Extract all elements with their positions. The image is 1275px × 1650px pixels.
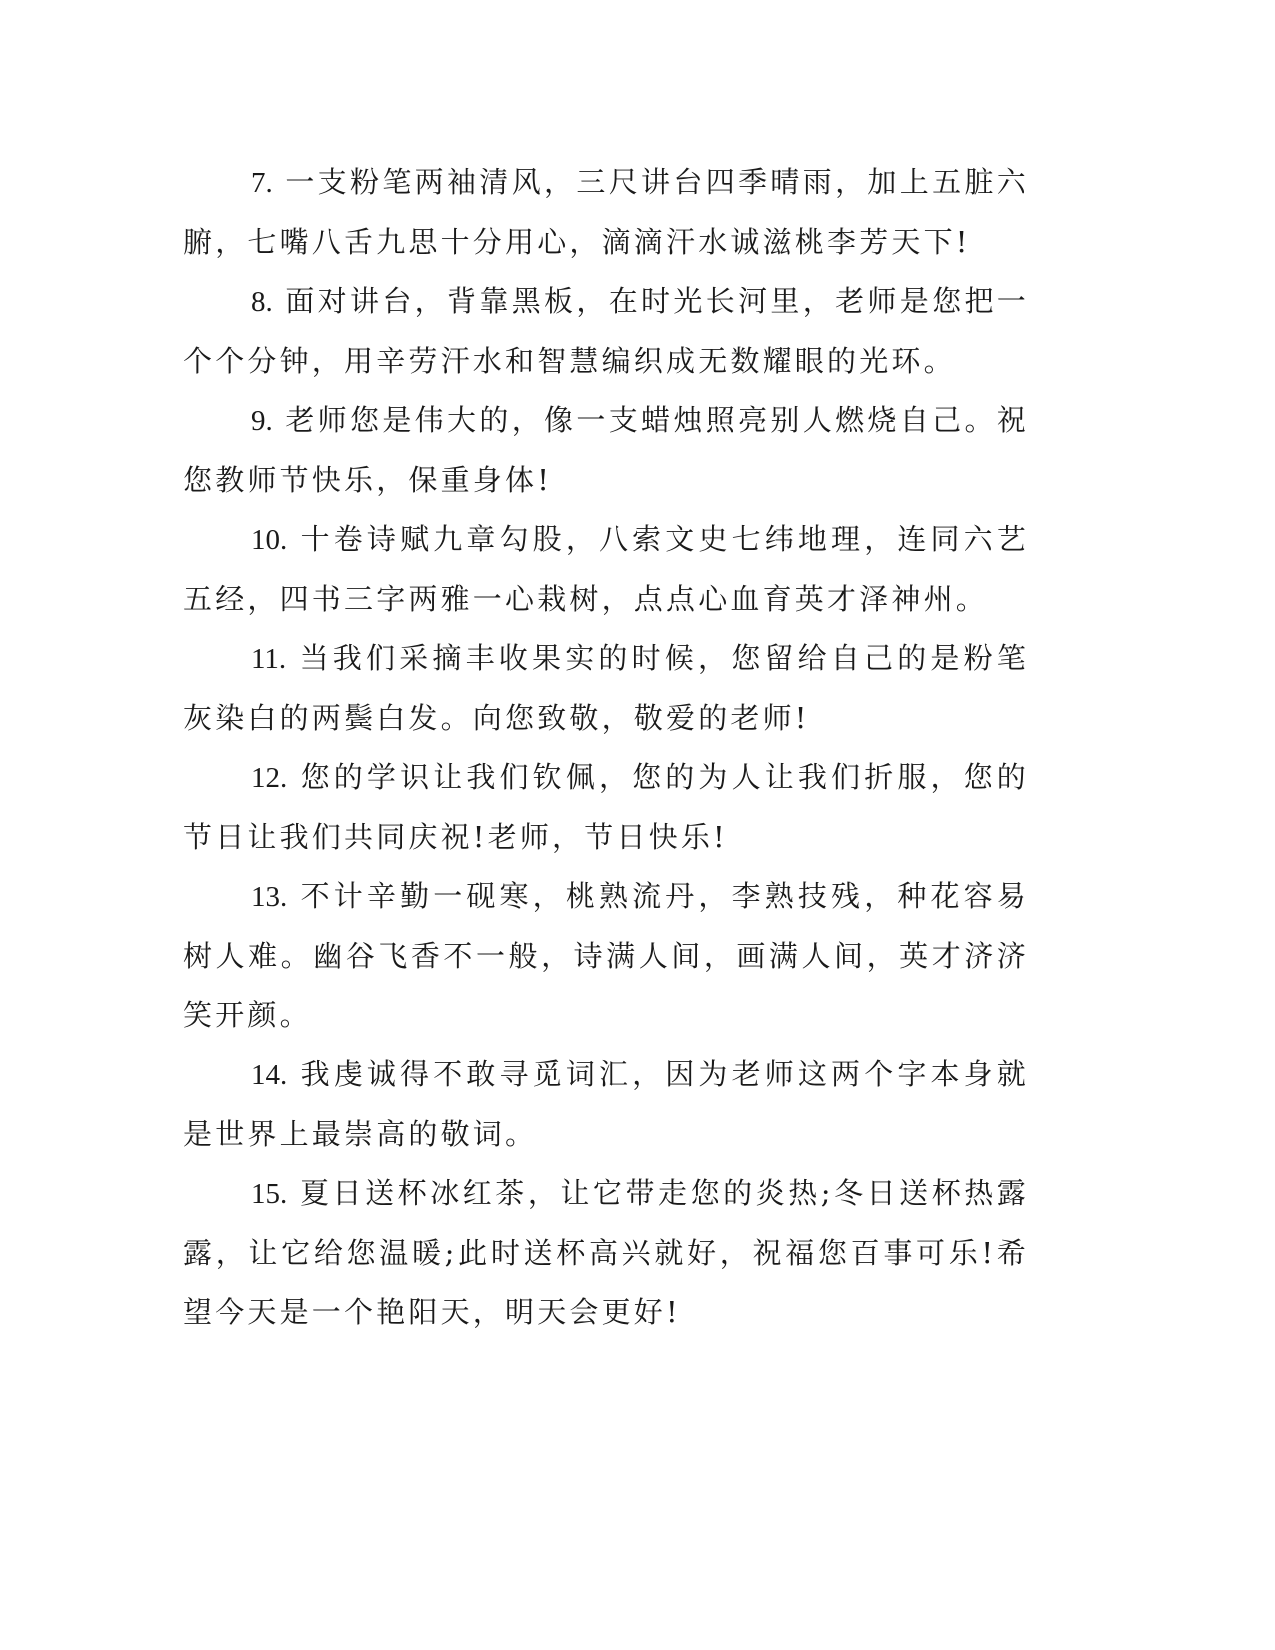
paragraph-13 xyxy=(183,867,1029,1045)
paragraph-number: 10. xyxy=(251,524,288,556)
document-body xyxy=(183,153,1029,1342)
paragraph-8 xyxy=(183,272,1029,391)
paragraph-number: 15. xyxy=(251,1178,288,1210)
paragraph-text: 十卷诗赋九章勾股，八索文史七纬地理，连同六艺五经，四书三字两雅一心栽树，点点心血育英才泽神州。 xyxy=(183,522,1029,616)
paragraph-7 xyxy=(183,153,1029,272)
paragraph-11 xyxy=(183,629,1029,748)
paragraph-text: 面对讲台，背靠黑板，在时光长河里，老师是您把一个个分钟，用辛劳汗水和智慧编织成无数耀眼的光环。 xyxy=(183,284,1029,378)
paragraph-text: 当我们采摘丰收果实的时候，您留给自己的是粉笔灰染白的两鬓白发。向您致敬，敬爱的老师! xyxy=(183,641,1029,735)
paragraph-number: 13. xyxy=(251,881,288,913)
paragraph-15 xyxy=(183,1164,1029,1342)
paragraph-text: 您的学识让我们钦佩，您的为人让我们折服，您的节日让我们共同庆祝!老师，节日快乐! xyxy=(183,760,1029,854)
paragraph-number: 9. xyxy=(251,405,273,437)
paragraph-14 xyxy=(183,1045,1029,1164)
paragraph-text: 我虔诚得不敢寻觅词汇，因为老师这两个字本身就是世界上最崇高的敬词。 xyxy=(183,1057,1029,1151)
paragraph-9 xyxy=(183,391,1029,510)
paragraph-number: 12. xyxy=(251,762,288,794)
paragraph-10 xyxy=(183,510,1029,629)
paragraph-text: 不计辛勤一砚寒，桃熟流丹，李熟技残，种花容易树人难。幽谷飞香不一般，诗满人间，画满人间，英才济济笑开颜。 xyxy=(183,879,1029,1032)
paragraph-number: 11. xyxy=(251,643,287,675)
paragraph-12 xyxy=(183,748,1029,867)
paragraph-text: 老师您是伟大的，像一支蜡烛照亮别人燃烧自己。祝您教师节快乐，保重身体! xyxy=(183,403,1029,497)
paragraph-text: 夏日送杯冰红茶，让它带走您的炎热;冬日送杯热露露，让它给您温暖;此时送杯高兴就好，祝福您百事可乐!希望今天是一个艳阳天，明天会更好! xyxy=(183,1176,1029,1329)
paragraph-number: 8. xyxy=(251,286,273,318)
paragraph-number: 7. xyxy=(251,167,273,199)
paragraph-text: 一支粉笔两袖清风，三尺讲台四季晴雨，加上五脏六腑，七嘴八舌九思十分用心，滴滴汗水诚滋桃李芳天下! xyxy=(183,165,1029,259)
paragraph-number: 14. xyxy=(251,1059,288,1091)
